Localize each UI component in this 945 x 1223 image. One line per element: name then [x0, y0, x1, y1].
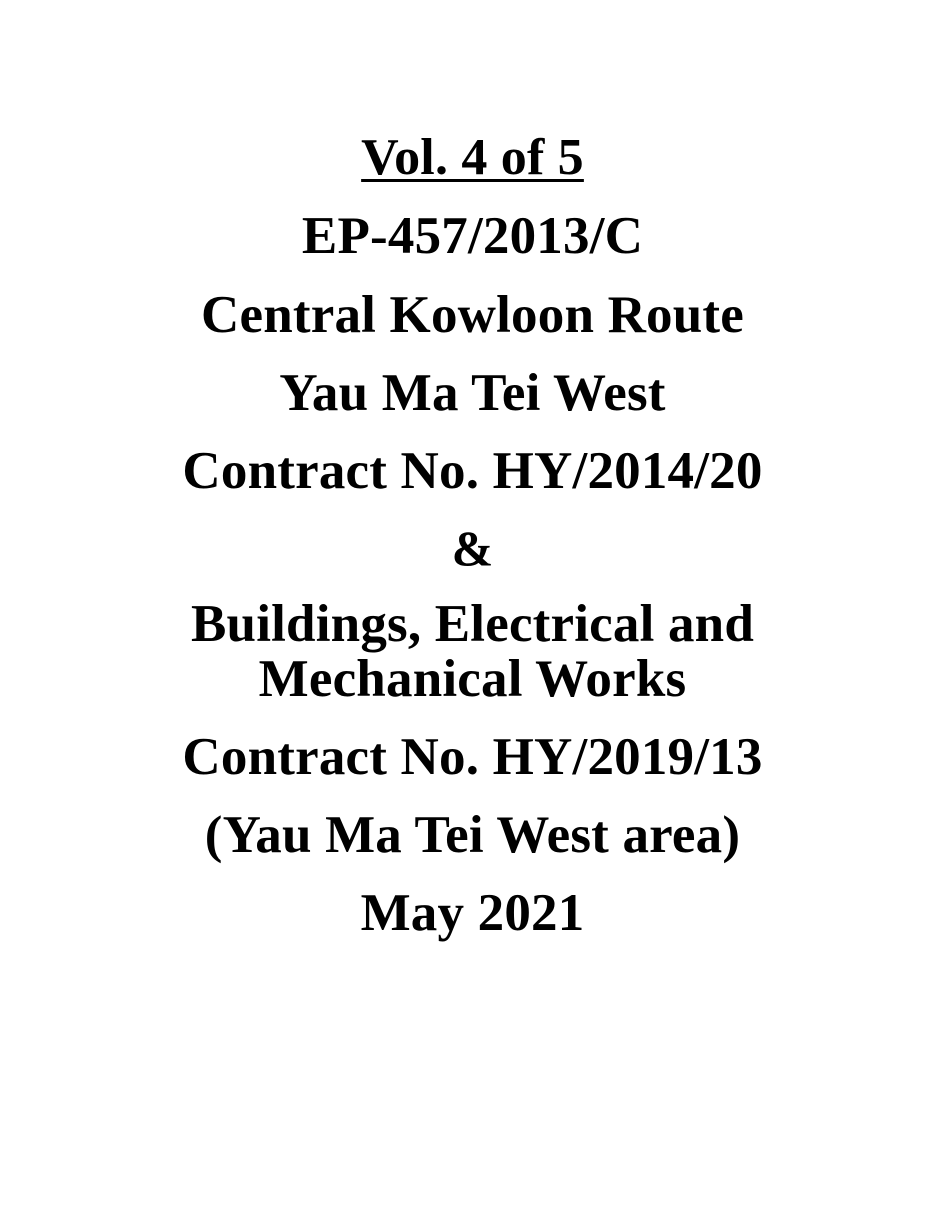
area-line: (Yau Ma Tei West area): [204, 806, 741, 864]
section-line: Yau Ma Tei West: [279, 364, 666, 422]
title-block: [0, 129, 945, 942]
conjunction-line: &: [451, 520, 494, 576]
contract-no-2-line: Contract No. HY/2019/13: [182, 728, 763, 786]
works-description-line-2: Mechanical Works: [258, 650, 687, 708]
volume-line: Vol. 4 of 5: [361, 129, 584, 186]
project-name-line: Central Kowloon Route: [201, 286, 744, 344]
contract-no-1-line: Contract No. HY/2014/20: [182, 442, 763, 500]
reference-no-line: EP-457/2013/C: [301, 207, 644, 265]
date-line: May 2021: [360, 884, 585, 942]
works-description-line-1: Buildings, Electrical and: [190, 595, 755, 653]
